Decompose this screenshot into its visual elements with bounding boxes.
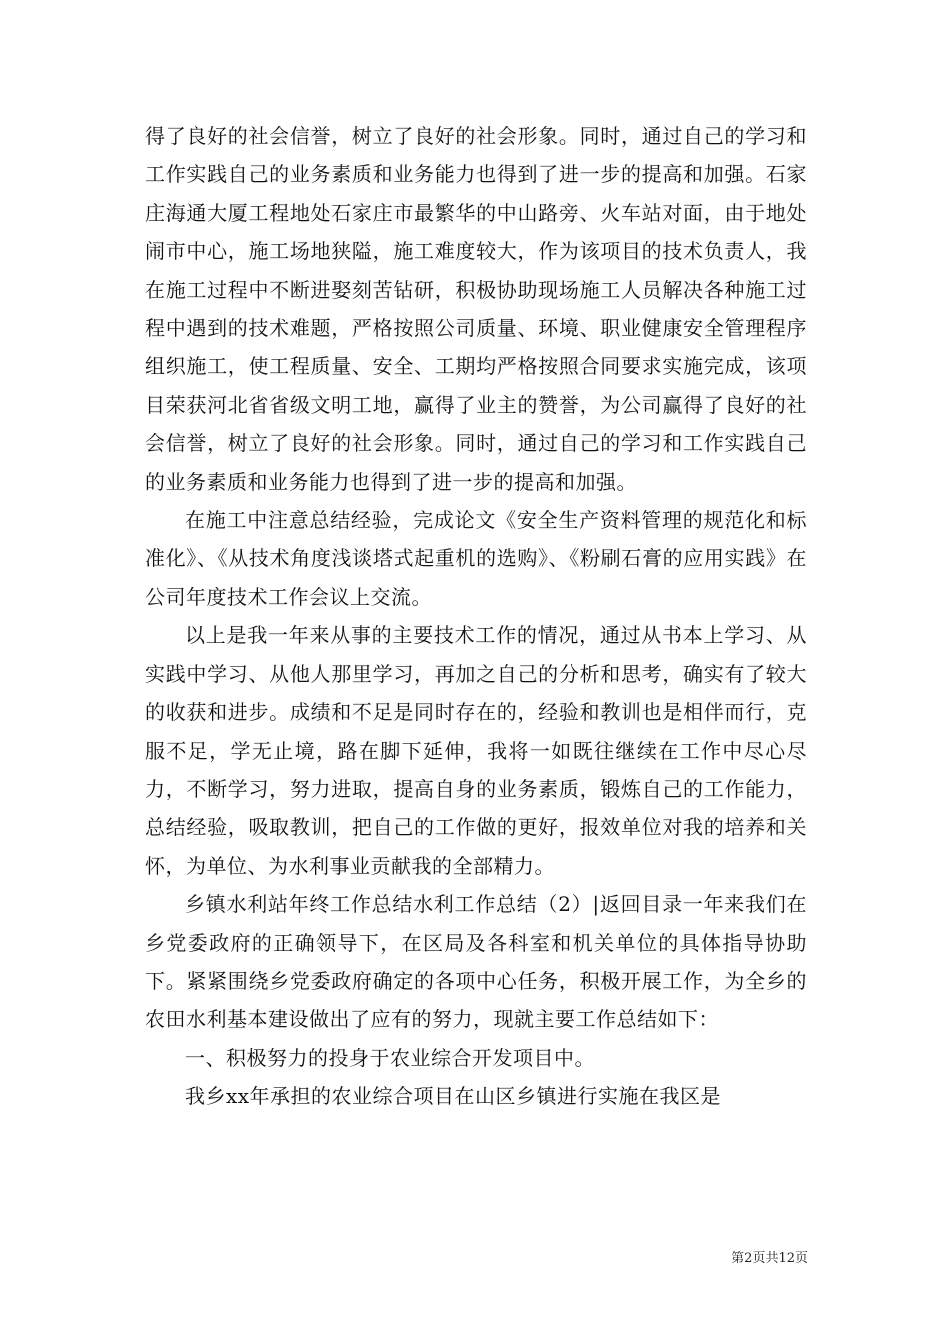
paragraph-6: 我乡xx年承担的农业综合项目在山区乡镇进行实施在我区是 [185,1084,722,1109]
page-number-footer: 第2页共12页 [731,1251,808,1266]
paragraph-5: 一、积极努力的投身于农业综合开发项目中。 [185,1045,595,1070]
document-body [145,117,807,1116]
paragraph-2: 在施工中注意总结经验，完成论文《安全生产资料管理的规范化和标准化》、《从技术角度浅谈塔式起重机的选购》、《粉刷石膏的应用实践》在公司年度技术工作会议上交流。 [145,508,807,609]
paragraph-3: 以上是我一年来从事的主要技术工作的情况，通过从书本上学习、从实践中学习、从他人那里学习，再加之自己的分析和思考，确实有了较大的收获和进步。成绩和不足是同时存在的，经验和教训也是相伴而行，克服不足，学无止境，路在脚下延伸，我将一如既往继续在工作中尽心尽力，不断学习，努力进取，提高自身的业务素质，锻炼自己的工作能力，总结经验，吸取教训，把自己的工作做的更好，报效单位对我的培养和关怀，为单位、为水利事业贡献我的全部精力。 [145,623,807,878]
paragraph-1: 得了良好的社会信誉，树立了良好的社会形象。同时，通过自己的学习和工作实践自己的业务素质和业务能力也得到了进一步的提高和加强。石家庄海通大厦工程地处石家庄市最繁华的中山路旁、火车站对面，由于地处闹市中心，施工场地狭隘，施工难度较大，作为该项目的技术负责人，我在施工过程中不断进娶刻苦钻研，积极协助现场施工人员解决各种施工过程中遇到的技术难题，严格按照公司质量、环境、职业健康安全管理程序组织施工，使工程质量、安全、工期均严格按照合同要求实施完成，该项目荣获河北省省级文明工地，赢得了业主的赞誉，为公司赢得了良好的社会信誉，树立了良好的社会形象。同时，通过自己的学习和工作实践自己的业务素质和业务能力也得到了进一步的提高和加强。 [145,124,807,494]
paragraph-4: 乡镇水利站年终工作总结水利工作总结（2）|返回目录一年来我们在乡党委政府的正确领导下，在区局及各科室和机关单位的具体指导协助下。紧紧围绕乡党委政府确定的各项中心任务，积极开展工作，为全乡的农田水利基本建设做出了应有的努力，现就主要工作总结如下： [145,892,807,1032]
